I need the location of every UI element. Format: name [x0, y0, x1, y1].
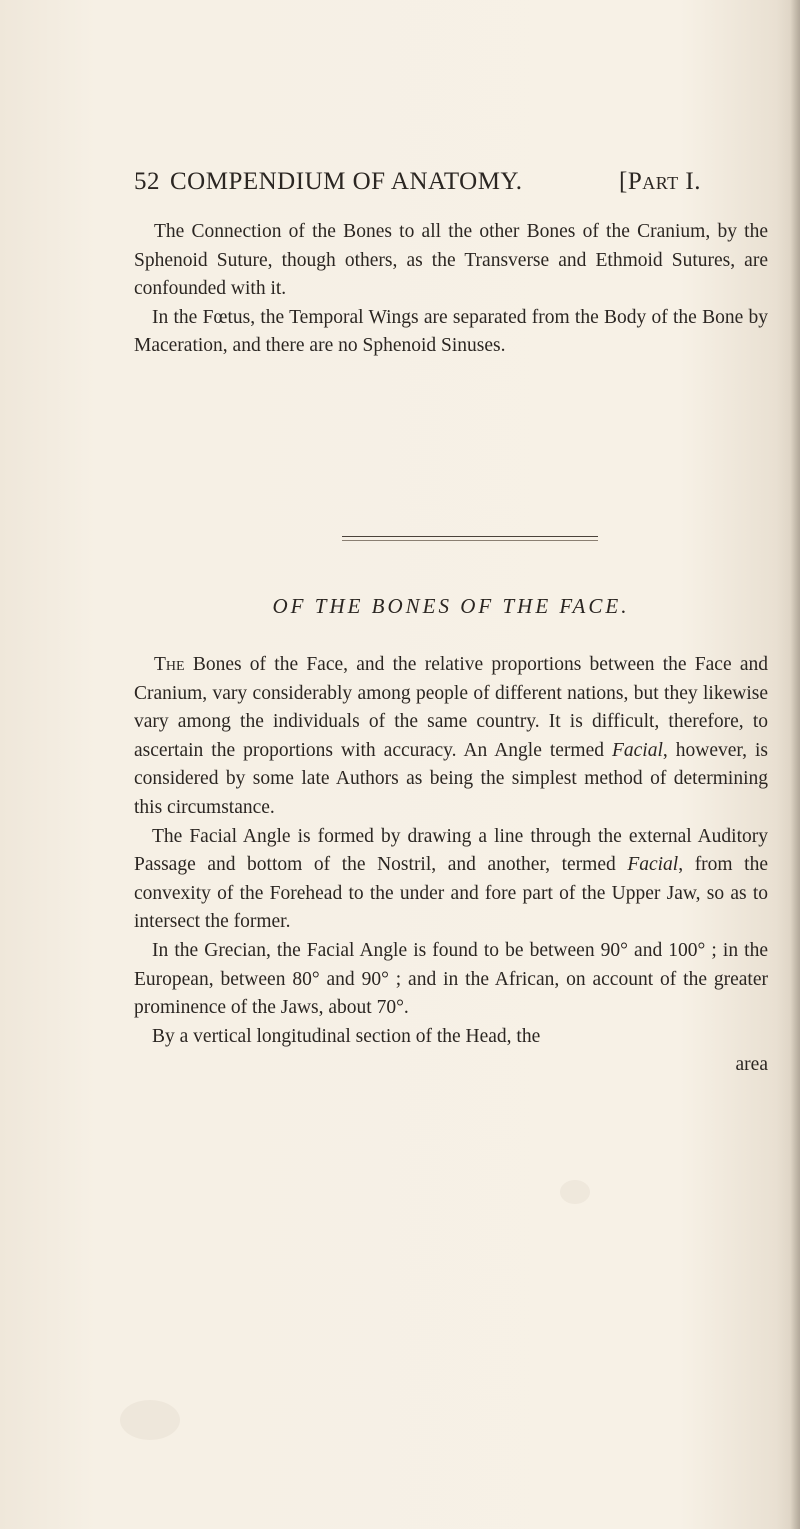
section-divider-rule — [342, 536, 598, 537]
section-divider-rule-secondary — [342, 540, 598, 541]
paragraph-text: The Facial Angle is formed by drawing a line through the external Auditory Passage and bottom of the Nostril, and another, termed — [134, 825, 768, 876]
catchword: area — [735, 1054, 768, 1076]
paragraph-lead-word: The — [154, 654, 185, 675]
section-body — [134, 651, 768, 1080]
section-paragraph-1 — [134, 651, 768, 823]
section-paragraph-2 — [134, 823, 768, 937]
italic-term: Facial — [611, 739, 663, 761]
paper-stain — [560, 1180, 590, 1204]
paragraph-text: Bones of the Face, and the relative proportions between the Face and Cranium, vary considerably among people of different nations, but they likewise vary among the individuals of the same country. It is difficult, therefore, to ascertain the proportions with accuracy. An Angle termed — [134, 654, 768, 761]
paragraph-text: In the Fœtus, the Temporal Wings are separated from the Body of the Bone by Maceration, and there are no Sphenoid Sinuses. — [134, 306, 768, 357]
paragraph-text: By a vertical longitudinal section of the Head, the — [152, 1025, 541, 1047]
intro-text — [134, 218, 768, 361]
intro-paragraph-2 — [134, 304, 768, 361]
italic-term: Facial — [627, 854, 679, 876]
intro-paragraph-1 — [134, 218, 768, 304]
paragraph-text: , from the convexity of the Forehead to the under and fore part of the Upper Jaw, so as to intersect the former. — [134, 854, 768, 933]
section-paragraph-4 — [134, 1023, 768, 1052]
section-heading: OF THE BONES OF THE FACE. — [272, 594, 630, 618]
paragraph-text: In the Grecian, the Facial Angle is found to be between 90° and 100° ; in the European, between 80° and 90° ; and in the African, on account of the greater prominence of the Jaws, about 70°. — [134, 939, 768, 1019]
part-label: [Part I. — [619, 168, 701, 195]
paper-stain — [120, 1400, 180, 1440]
running-title: COMPENDIUM OF ANATOMY. — [170, 168, 523, 195]
paragraph-text: The Connection of the Bones to all the other Bones of the Cranium, by the Sphenoid Suture, though others, as the Transverse and Ethmoid Sutures, are confounded with it. — [134, 221, 768, 300]
paragraph-text: , however, is considered by some late Authors as being the simplest method of determining this circumstance. — [134, 739, 768, 818]
section-paragraph-3 — [134, 937, 768, 1023]
running-header — [134, 168, 774, 202]
page-number: 52 — [134, 168, 160, 195]
page-edge-shadow — [790, 0, 800, 1529]
